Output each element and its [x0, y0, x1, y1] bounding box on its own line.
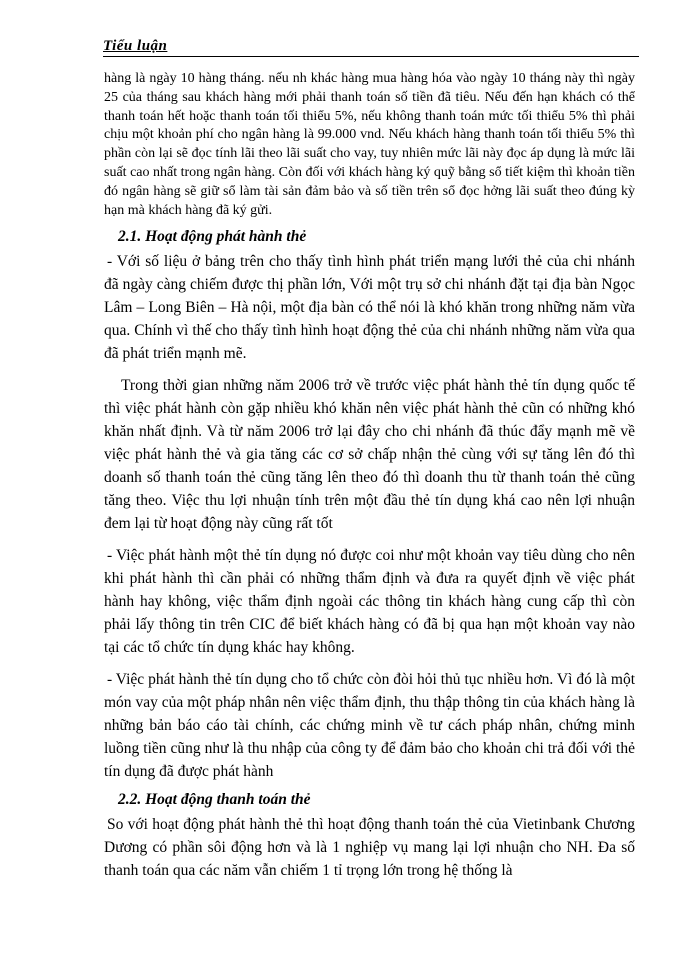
page-header — [103, 38, 639, 57]
paragraph-issuance-4: - Việc phát hành thẻ tín dụng cho tổ chức còn đòi hỏi thủ tục nhiều hơn. Vì đó là một món vay của một pháp nhân nên việc thẩm định, thu thập thông tin của khách hàng là những bản báo cáo tài chính, các chứng minh về tư cách pháp nhân, chứng minh luồng tiền cũng như là thu nhập của công ty để đảm bảo cho khoản chi trả đối với thẻ tín dụng đã được phát hành — [104, 671, 635, 781]
section-heading-payment: 2.2. Hoạt động thanh toán thẻ — [118, 791, 311, 809]
document-body — [104, 70, 635, 882]
section-heading-issuance: 2.1. Hoạt động phát hành thẻ — [118, 228, 307, 246]
paragraph-intro: hàng là ngày 10 hàng tháng. nếu nh khác hàng mua hàng hóa vào ngày 10 tháng này thì ngày 25 của tháng sau khách hàng mới phải thanh toán số tiền đã tiêu. Nếu đến hạn khách có thể thanh toán hết hoặc thanh toán tối thiểu 5%, nếu không thanh toán mức tối thiểu 5% thì phải chịu một khoản phí cho ngân hàng là 99.000 vnd. Nếu khách hàng thanh toán tối thiểu 5% thì phần còn lại sẽ đọc tính lãi theo lãi suất cho vay, tuy nhiên mức lãi này đọc áp dụng là mức lãi suất cao nhất trong ngân hàng. Còn đối với khách hàng ký quỹ bằng sổ tiết kiệm thì khoản tiền đó ngân hàng sẽ giữ sổ làm tài sản đảm bảo và số tiền trên sổ đọc hởng lãi suất theo đúng kỳ hạn mà khách hàng đã ký gửi. — [104, 71, 635, 218]
header-title: Tiểu luận — [103, 38, 168, 54]
paragraph-issuance-1: - Với số liệu ở bảng trên cho thấy tình hình phát triển mạng lưới thẻ của chi nhánh đã ngày càng chiếm được thị phần lớn, Với một trụ sở chi nhánh đặt tại địa bàn Ngọc Lâm – Long Biên – Hà nội, một địa bàn có thể nói là khó khăn trong những năm vừa qua. Chính vì thế cho thấy tình hình hoạt động thẻ của chi nhánh những năm vừa qua đã phát triển mạnh mẽ. — [104, 253, 635, 363]
paragraph-issuance-2: Trong thời gian những năm 2006 trở về trước việc phát hành thẻ tín dụng quốc tế thì việc phát hành còn gặp nhiều khó khăn nên việc phát hành thẻ cũn có những khó khăn nhất định. Và từ năm 2006 trở lại đây cho chi nhánh đã thúc đẩy mạnh mẽ về việc phát hành thẻ và gia tăng các cơ sở chấp nhận thẻ cùng với sự tăng lên đó thì doanh số thanh toán thẻ cũng tăng lên theo đó thì doanh thu từ thanh toán thẻ cũng tăng theo. Việc thu lợi nhuận tính trên một đầu thẻ tín dụng khá cao nên lợi nhuận đem lại từ hoạt động này cũng rất tốt — [104, 377, 635, 533]
paragraph-issuance-3: - Việc phát hành một thẻ tín dụng nó được coi như một khoản vay tiêu dùng cho nên khi phát hành thì cần phải có những thẩm định và đưa ra quyết định về việc phát hành hay không, việc thẩm định ngoài các thông tin khách hàng cung cấp thì còn phải lấy thông tin trên CIC để biết khách hàng có đã bị qua hạn một khoản vay nào tại các tổ chức tín dụng khác hay không. — [104, 547, 635, 657]
paragraph-payment-1: So với hoạt động phát hành thẻ thì hoạt động thanh toán thẻ của Vietinbank Chương Dương có phần sôi động hơn và là 1 nghiệp vụ mang lại lợi nhuận cho NH. Đa số thanh toán qua các năm vẫn chiếm 1 tỉ trọng lớn trong hệ thống là — [104, 816, 635, 880]
